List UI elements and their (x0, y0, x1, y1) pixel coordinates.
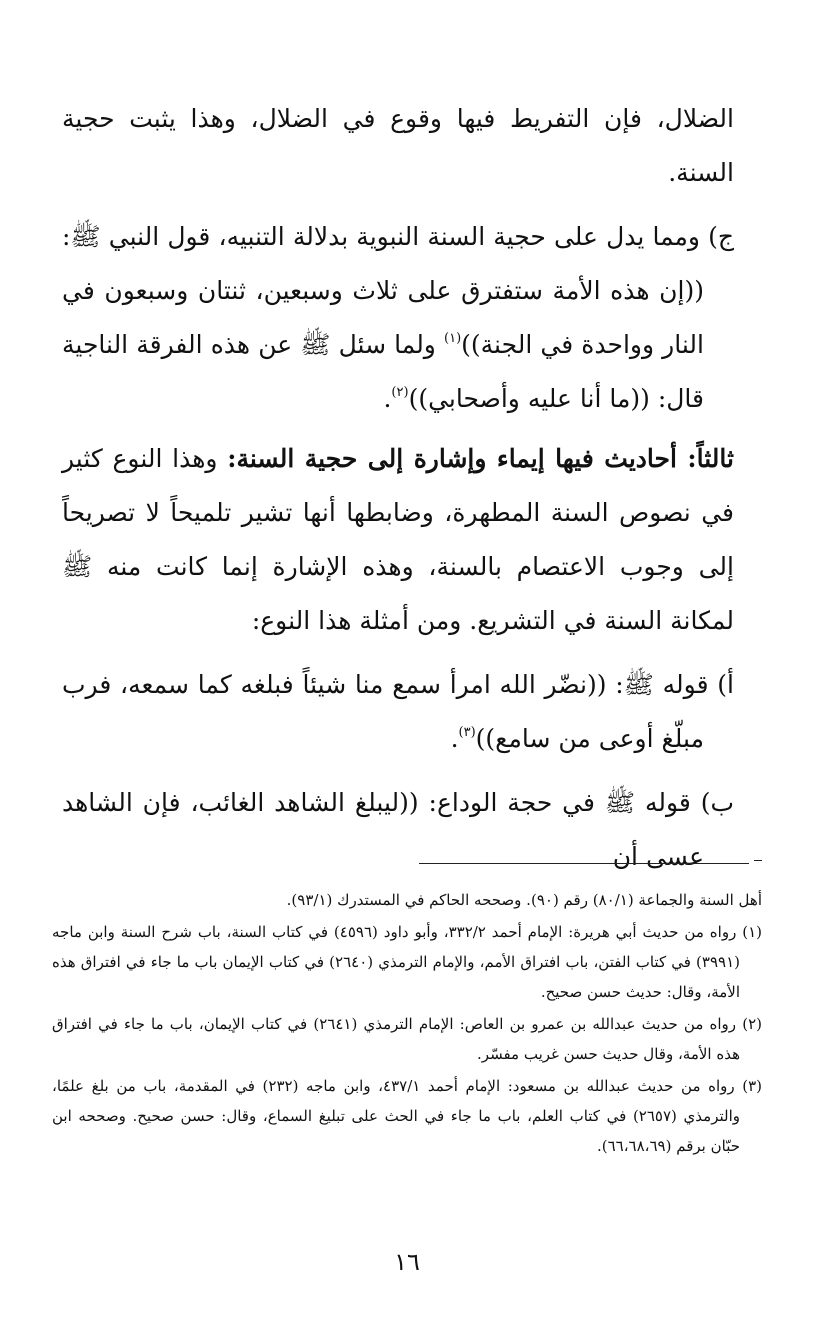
paragraph-end: . (450, 724, 459, 753)
footnote-3: (٣) رواه من حديث عبدالله بن مسعود: الإمام أحمد ٤٣٧/١، وابن ماجه (٢٣٢) في المقدمة، باب من بلغ علمًا، والترمذي (٢٦٥٧) في كتاب العلم، باب ما جاء في الحث على تبليغ السماع، وقال: حسن صحيح. وصححه ابن حبّان برقم (٦٦،٦٨،٦٩). (52, 1077, 762, 1155)
paragraph-text: أ) قوله ﷺ: ((نضّر الله امرأ سمع منا شيئاً فبلغه كما سمعه، فرب مبلّغ أوعى من سامع)) (62, 670, 734, 753)
footnote-ref-1: (١) (444, 331, 462, 346)
section-heading: ثالثاً: أحاديث فيها إيماء وإشارة إلى حجية السنة: (227, 444, 735, 473)
paragraph-end: . (383, 384, 392, 413)
footnote-ref-3: (٣) (458, 725, 476, 740)
paragraph-text: وهذا النوع كثير في نصوص السنة المطهرة، وضابطها أنها تشير تلميحاً لا تصريحاً إلى وجوب الاعتصام بالسنة، وهذه الإشارة إنما كانت منه ﷺ لمكانة السنة في التشريع. ومن أمثلة هذا النوع: (62, 444, 734, 635)
paragraph-text: الضلال، فإن التفريط فيها وقوع في الضلال، وهذا يثبت حجية السنة. (62, 104, 734, 187)
paragraph-point-jim (62, 210, 734, 426)
footnote-2: (٢) رواه من حديث عبدالله بن عمرو بن العاص: الإمام الترمذي (٢٦٤١) في كتاب الإيمان، باب ما جاء في افتراق هذه الأمة، وقال حديث حسن غريب مفسّر. (52, 1015, 762, 1063)
paragraph-text: ج) ومما يدل على حجية السنة النبوية بدلالة التنبيه، قول النبي ﷺ: ((إن هذه الأمة ستفترق على ثلاث وسبعين، ثنتان وسبعون في النار وواحدة في الجنة)) (62, 222, 734, 359)
footnote-ref-2: (٢) (391, 385, 409, 400)
main-text (62, 92, 734, 884)
footnotes (52, 885, 762, 1163)
paragraph-point-ba (62, 776, 734, 884)
paragraph-section-three (62, 432, 734, 648)
page-number: ١٦ (394, 1248, 420, 1276)
footnote-continued: أهل السنة والجماعة (٨٠/١) رقم (٩٠). وصححه الحاكم في المستدرك (٩٣/١). (286, 891, 762, 909)
footnote-divider-mark (754, 860, 762, 861)
paragraph-continuation (62, 92, 734, 200)
paragraph-text: ب) قوله ﷺ في حجة الوداع: ((ليبلغ الشاهد الغائب، فإن الشاهد عسى أن (62, 788, 734, 871)
paragraph-point-alif (62, 658, 734, 766)
footnote-1: (١) رواه من حديث أبي هريرة: الإمام أحمد ٣٣٢/٢، وأبو داود (٤٥٩٦) في كتاب السنة، باب شرح السنة وابن ماجه (٣٩٩١) في كتاب الفتن، باب افتراق الأمم، والإمام الترمذي (٢٦٤٠) في كتاب الإيمان باب ما جاء في افتراق هذه الأمة، وقال: حديث حسن صحيح. (52, 923, 762, 1001)
footnote-divider (419, 863, 749, 864)
paragraph-text: ولما سئل ﷺ عن هذه الفرقة الناجية قال: ((ما أنا عليه وأصحابي)) (62, 330, 704, 413)
